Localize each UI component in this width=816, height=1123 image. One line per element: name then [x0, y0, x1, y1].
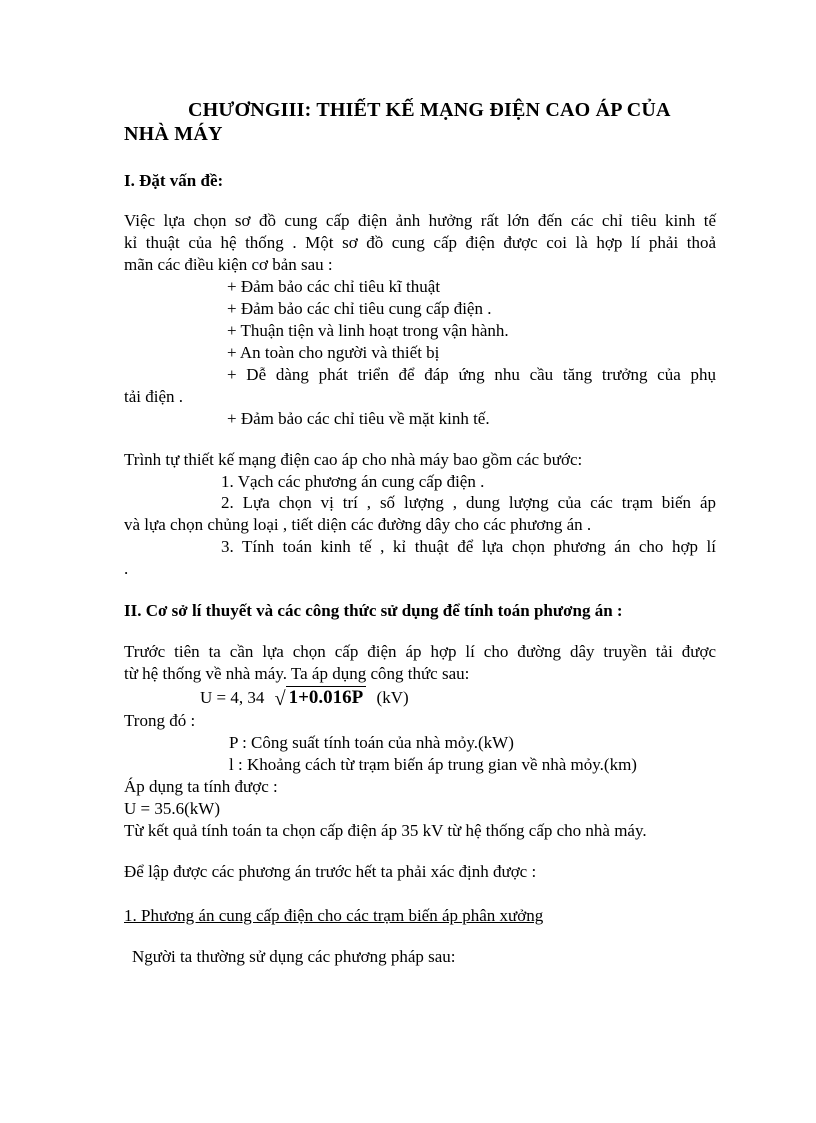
condition-item: + Đảm bảo các chỉ tiêu cung cấp điện . — [227, 299, 492, 318]
result-value: U = 35.6(kW) — [124, 799, 220, 818]
section2-intro-line: từ hệ thống về nhà máy. Ta áp dụng công thức sau: — [124, 664, 470, 683]
section1-intro-line: kỉ thuật của hệ thống . Một sơ đồ cung cấp điện được coi là hợp lí phải thoả — [124, 233, 716, 252]
step-item: 3. Tính toán kinh tế , kỉ thuật để lựa chọn phương án cho hợp lí — [221, 537, 716, 556]
steps-intro: Trình tự thiết kế mạng điện cao áp cho nhà máy bao gồm các bước: — [124, 450, 583, 469]
formula-unit: (kV) — [376, 688, 409, 707]
formula-prefix: U = 4, 34 — [200, 688, 265, 707]
section1-heading: I. Đặt vấn đề: — [124, 171, 224, 190]
step-item-continuation: . — [124, 559, 129, 578]
square-root — [275, 686, 367, 710]
section1-intro-line: Việc lựa chọn sơ đồ cung cấp điện ảnh hưởng rất lớn đến các chỉ tiêu kinh tế — [124, 211, 716, 230]
chapter-title-line1: CHƯƠNGIII: THIẾT KẾ MẠNG ĐIỆN CAO ÁP CỦA — [188, 99, 671, 121]
condition-item: + Đảm bảo các chỉ tiêu về mặt kinh tế. — [227, 409, 490, 428]
step-item-continuation: và lựa chọn chủng loại , tiết diện các đường dây cho các phương án . — [124, 515, 592, 534]
definition-item: l : Khoảng cách từ trạm biến áp trung gian về nhà mỏy.(km) — [229, 755, 637, 774]
where-label: Trong đó : — [124, 711, 196, 730]
radical-sign-icon: √ — [274, 688, 286, 710]
voltage-formula — [200, 686, 409, 710]
section2-heading: II. Cơ sở lí thuyết và các công thức sử dụng để tính toán phương án : — [124, 601, 623, 620]
section2-intro-line: Trước tiên ta cần lựa chọn cấp điện áp hợp lí cho đường dây truyền tải được — [124, 642, 716, 661]
condition-item: + An toàn cho người và thiết bị — [227, 343, 440, 362]
step-item: 2. Lựa chọn vị trí , số lượng , dung lượng của các trạm biến áp — [221, 493, 716, 512]
conclusion-text: Từ kết quả tính toán ta chọn cấp điện áp 35 kV từ hệ thống cấp cho nhà máy. — [124, 821, 647, 840]
chapter-title-line2: NHÀ MÁY — [124, 123, 223, 145]
condition-item-continuation: tải điện . — [124, 387, 184, 406]
condition-item: + Thuận tiện và linh hoạt trong vận hành. — [227, 321, 509, 340]
condition-item: + Dễ dàng phát triển để đáp ứng nhu cầu tăng trưởng của phụ — [227, 365, 716, 384]
section1-intro-line: mãn các điều kiện cơ bản sau : — [124, 255, 333, 274]
apply-label: Áp dụng ta tính được : — [124, 777, 278, 796]
methods-intro: Người ta thường sử dụng các phương pháp sau: — [132, 947, 456, 966]
definition-item: P : Công suất tính toán của nhà mỏy.(kW) — [229, 733, 514, 752]
subsection-heading: 1. Phương án cung cấp điện cho các trạm biến áp phân xưởng — [124, 906, 544, 925]
condition-item: + Đảm bảo các chỉ tiêu kĩ thuật — [227, 277, 441, 296]
lead-text: Để lập được các phương án trước hết ta phải xác định được : — [124, 862, 537, 881]
step-item: 1. Vạch các phương án cung cấp điện . — [221, 472, 485, 491]
formula-radicand: 1+0.016P — [286, 686, 367, 709]
